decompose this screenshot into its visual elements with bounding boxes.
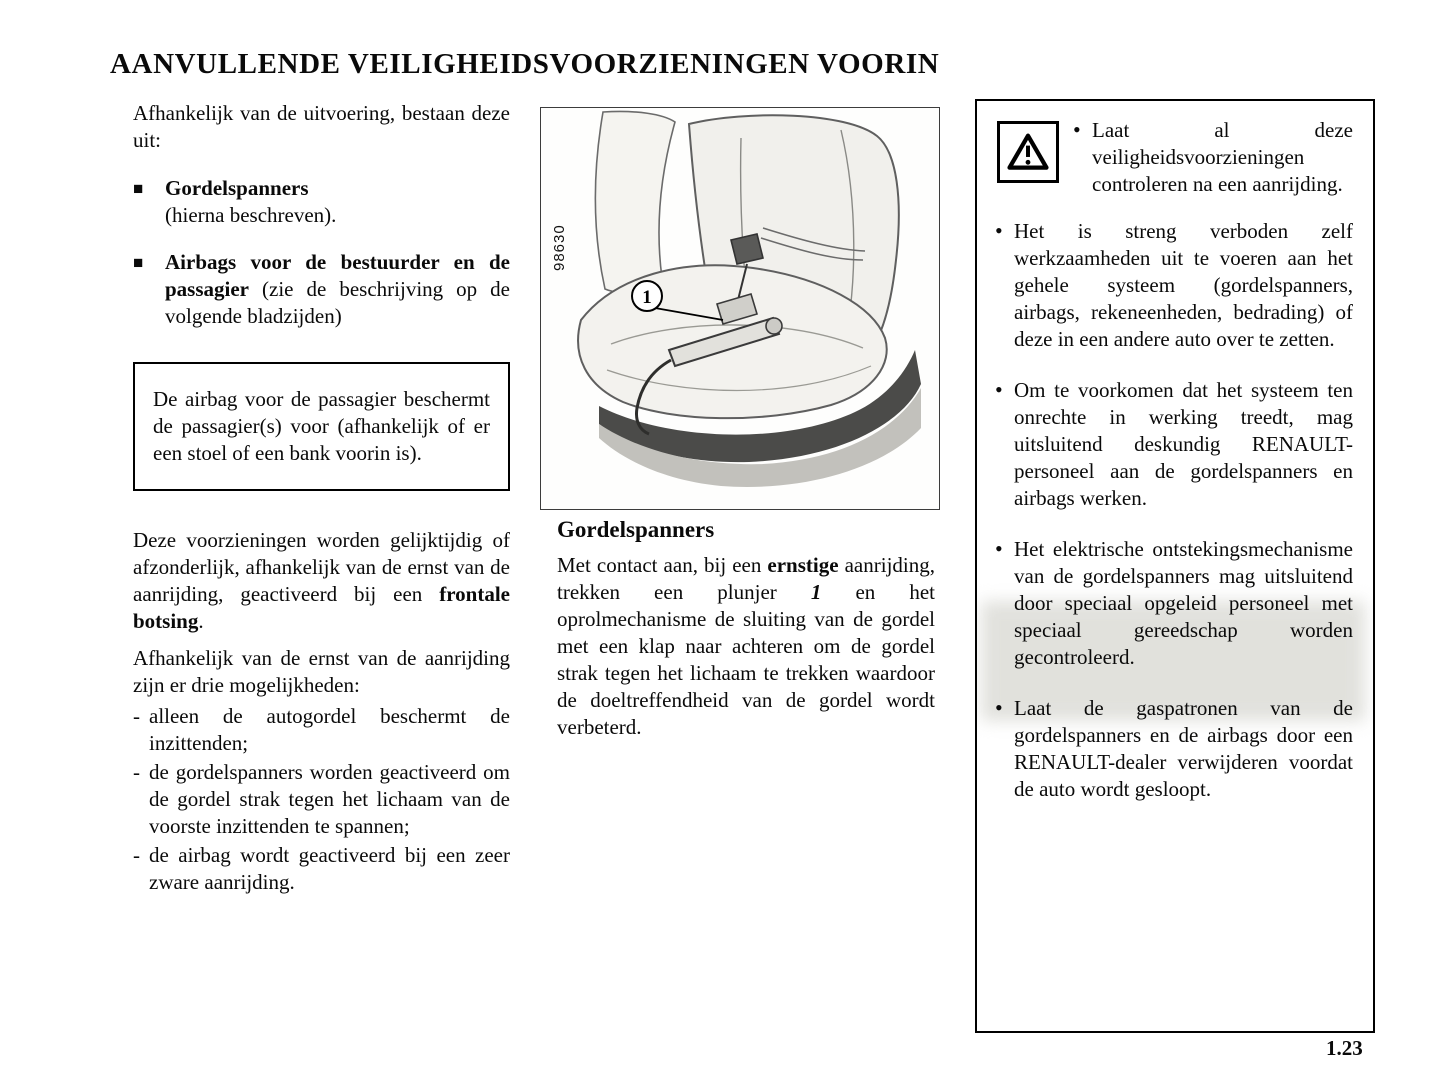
- warning-item: [1075, 117, 1353, 198]
- warning-panel: [975, 99, 1375, 1033]
- intro-paragraph: Afhankelijk van de uitvoering, bestaan deze uit:: [133, 101, 510, 152]
- dash-item-text: de airbag wordt geactiveerd bij een zeer zware aanrijding.: [149, 843, 510, 894]
- square-bullet-icon: ■: [133, 253, 144, 272]
- page-title: AANVULLENDE VEILIGHEIDSVOORZIENINGEN VOORIN: [110, 48, 940, 80]
- warning-item-text: Het is streng verboden zelf werkzaamheden uit te voeren aan het gehele systeem (gordelspanners, airbags, rekeneenheden, bedrading) of deze in een andere auto over te zetten.: [1014, 219, 1353, 351]
- seat-illustration: [541, 108, 939, 509]
- paragraph-possibilities: Afhankelijk van de ernst van de aanrijding zijn er drie mogelijkheden:: [133, 646, 510, 697]
- seat-illustration-frame: [540, 107, 940, 510]
- warning-first-row: [997, 117, 1353, 198]
- bullet-marker: •: [995, 536, 1003, 561]
- warning-triangle-icon: [997, 121, 1059, 183]
- bullet-marker: •: [1073, 117, 1081, 142]
- caption-heading: Gordelspanners: [557, 517, 715, 542]
- left-column: [133, 100, 510, 898]
- info-box-text: De airbag voor de passagier beschermt de passagier(s) voor (afhankelijk of er een stoel of een bank voorin is).: [153, 387, 490, 465]
- dash-item-text: de gordelspanners worden geactiveerd om de gordel strak tegen het lichaam van de voorste inzittenden te spannen;: [149, 760, 510, 838]
- warning-item: [997, 536, 1353, 671]
- list-item-text: Gordelspanners (hierna beschreven).: [165, 176, 337, 227]
- list-item-text: Airbags voor de bestuurder en de passagier (zie de beschrijving op de volgende bladzijden): [165, 250, 510, 328]
- dash-list-item: [133, 842, 510, 896]
- dash-list-item: [133, 703, 510, 757]
- warning-item-text: Het elektrische ontstekingsmechanisme van de gordelspanners mag uitsluitend door speciaal opgeleid personeel met speciaal gereedschap worden gecontroleerd.: [1014, 537, 1353, 669]
- warning-item-text: Laat de gaspatronen van de gordelspanners en de airbags door een RENAULT-dealer verwijderen voordat de auto wordt gesloopt.: [1014, 696, 1353, 801]
- list-item-airbags: [133, 249, 510, 330]
- bullet-marker: •: [995, 377, 1003, 402]
- dash-list-item: [133, 759, 510, 840]
- middle-column: [557, 516, 935, 741]
- warning-item: [997, 218, 1353, 353]
- callout-1-label: 1: [642, 287, 652, 308]
- warning-item-text: Om te voorkomen dat het systeem ten onrechte in werking treedt, mag uitsluitend deskundig RENAULT-personeel aan de gordelspanners en airbags werken.: [1014, 378, 1353, 510]
- bullet-marker: •: [995, 695, 1003, 720]
- paragraph-activation: Deze voorzieningen worden gelijktijdig of afzonderlijk, afhankelijk van de ernst van de aanrijding, geactiveerd bij een frontale botsing.: [133, 528, 510, 633]
- bullet-marker: •: [995, 218, 1003, 243]
- airbag-info-box: [133, 362, 510, 491]
- caption-paragraph: Met contact aan, bij een ernstige aanrijding, trekken een plunjer 1 en het oprolmechanisme de sluiting van de gordel met een klap naar achteren om de gordel strak tegen het lichaam te trekken waardoor de doeltreffendheid van de gordel wordt verbeterd.: [557, 553, 936, 739]
- dash-marker: -: [133, 843, 140, 867]
- dash-marker: -: [133, 704, 140, 728]
- square-bullet-icon: ■: [133, 179, 144, 198]
- figure-number: 98630: [551, 224, 568, 271]
- page-number: 1.23: [1326, 1036, 1363, 1060]
- dash-marker: -: [133, 760, 140, 784]
- warning-item-text: Laat al deze veiligheidsvoorzieningen controleren na een aanrijding.: [1092, 118, 1353, 196]
- list-item-gordelspanners: [133, 175, 510, 229]
- dash-item-text: alleen de autogordel beschermt de inzittenden;: [149, 704, 510, 755]
- warning-content: [997, 117, 1353, 803]
- warning-item: [997, 377, 1353, 512]
- warning-item: [997, 695, 1353, 803]
